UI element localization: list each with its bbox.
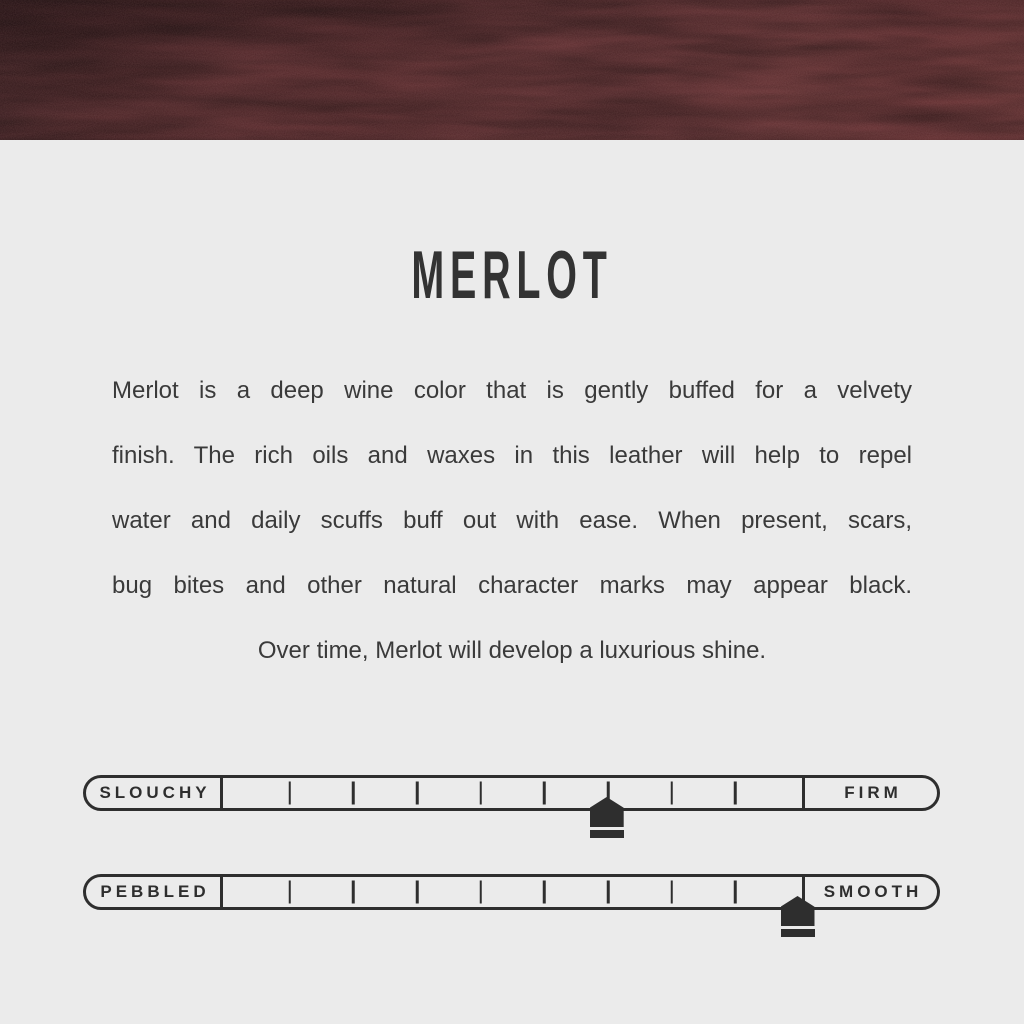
structure-scale-marker <box>590 797 624 838</box>
description-line-2: finish. The rich oils and waxes in this leather will help to repel <box>112 442 912 469</box>
tick-mark <box>670 881 673 904</box>
description-line-4: bug bites and other natural character marks may appear black. <box>112 572 912 599</box>
tick-mark <box>543 881 546 904</box>
structure-scale <box>83 775 940 811</box>
tick-mark <box>288 881 291 904</box>
leather-grain-texture <box>0 0 1024 140</box>
tick-mark <box>416 881 419 904</box>
tick-mark <box>352 782 355 805</box>
texture-scale-left-label: PEBBLED <box>86 877 223 907</box>
description-line-3: water and daily scuffs buff out with ease. When present, scars, <box>112 507 912 534</box>
marker-base-bar <box>590 830 624 838</box>
tick-mark <box>479 782 482 805</box>
tick-mark <box>734 881 737 904</box>
marker-arrow-icon <box>590 797 624 827</box>
tick-mark <box>352 881 355 904</box>
tick-mark <box>479 881 482 904</box>
page-title: MERLOT <box>411 237 613 313</box>
tick-mark <box>734 782 737 805</box>
tick-mark <box>416 782 419 805</box>
description-line-1: Merlot is a deep wine color that is gently buffed for a velvety <box>112 377 912 404</box>
tick-mark <box>670 782 673 805</box>
structure-scale-right-label: FIRM <box>802 778 937 808</box>
description-line-5: Over time, Merlot will develop a luxurious shine. <box>257 637 767 664</box>
tick-mark <box>543 782 546 805</box>
marker-arrow-icon <box>781 896 815 926</box>
merlot-leather-swatch-image <box>0 0 1024 140</box>
structure-scale-track <box>226 778 799 808</box>
marker-base-bar <box>781 929 815 937</box>
texture-scale <box>83 874 940 910</box>
texture-scale-marker <box>781 896 815 937</box>
tick-mark <box>288 782 291 805</box>
texture-scale-right-label: SMOOTH <box>802 877 937 907</box>
tick-mark <box>607 881 610 904</box>
structure-scale-left-label: SLOUCHY <box>86 778 223 808</box>
description-paragraph <box>112 358 912 683</box>
structure-scale-pill <box>83 775 940 811</box>
texture-scale-track <box>226 877 799 907</box>
